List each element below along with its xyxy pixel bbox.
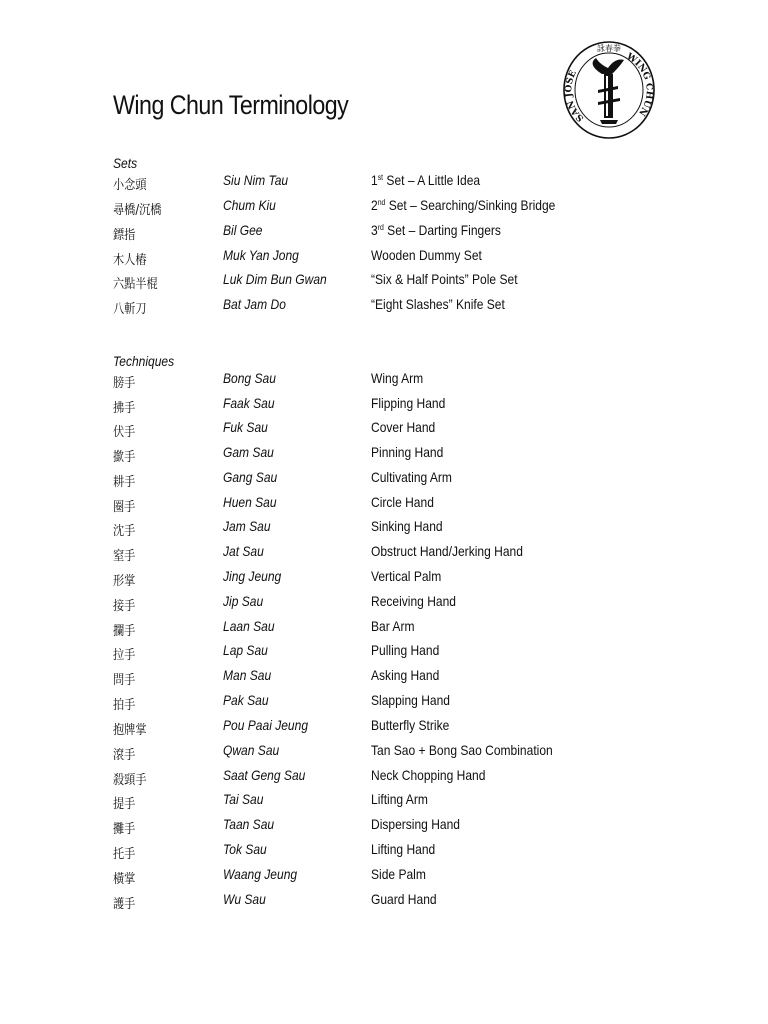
technique-english: Vertical Palm [371, 568, 442, 584]
technique-romanization: Gam Sau [223, 444, 274, 460]
technique-row [0, 370, 768, 394]
technique-row [0, 518, 768, 542]
technique-english: Dispersing Hand [371, 816, 461, 832]
technique-row [0, 692, 768, 716]
set-row [0, 222, 768, 246]
technique-chinese: 撳手 [113, 450, 136, 465]
technique-row [0, 891, 768, 915]
technique-romanization: Taan Sau [223, 816, 275, 832]
technique-chinese: 攔手 [113, 624, 136, 639]
set-row [0, 271, 768, 295]
set-english: 1st Set – A Little Idea [371, 172, 481, 188]
technique-english: Tan Sao + Bong Sao Combination [371, 742, 553, 758]
technique-row [0, 395, 768, 419]
technique-english: Lifting Hand [371, 841, 436, 857]
technique-chinese: 托手 [113, 847, 136, 862]
set-romanization: Muk Yan Jong [223, 247, 299, 263]
technique-english: Wing Arm [371, 370, 424, 386]
set-english: “Eight Slashes” Knife Set [371, 296, 505, 312]
technique-romanization: Jip Sau [223, 593, 264, 609]
technique-romanization: Waang Jeung [223, 866, 298, 882]
technique-romanization: Pak Sau [223, 692, 269, 708]
technique-english: Slapping Hand [371, 692, 450, 708]
set-romanization: Luk Dim Bun Gwan [223, 271, 327, 287]
technique-row [0, 543, 768, 567]
technique-chinese: 圈手 [113, 500, 136, 515]
technique-romanization: Man Sau [223, 667, 272, 683]
technique-chinese: 拉手 [113, 648, 136, 663]
technique-romanization: Jam Sau [223, 518, 271, 534]
technique-chinese: 護手 [113, 897, 136, 912]
set-english: Wooden Dummy Set [371, 247, 482, 263]
technique-chinese: 膀手 [113, 376, 136, 391]
technique-romanization: Jat Sau [223, 543, 264, 559]
technique-row [0, 444, 768, 468]
technique-row [0, 791, 768, 815]
technique-row [0, 469, 768, 493]
technique-english: Flipping Hand [371, 395, 446, 411]
technique-chinese: 伏手 [113, 425, 136, 440]
set-english: “Six & Half Points” Pole Set [371, 271, 518, 287]
technique-row [0, 667, 768, 691]
technique-romanization: Pou Paai Jeung [223, 717, 309, 733]
technique-english: Asking Hand [371, 667, 440, 683]
technique-english: Side Palm [371, 866, 426, 882]
technique-row [0, 841, 768, 865]
technique-english: Pinning Hand [371, 444, 444, 460]
technique-chinese: 拍手 [113, 698, 136, 713]
technique-english: Cultivating Arm [371, 469, 452, 485]
technique-row [0, 618, 768, 642]
technique-english: Pulling Hand [371, 642, 440, 658]
technique-row [0, 419, 768, 443]
technique-chinese: 抱牌掌 [113, 723, 147, 738]
technique-english: Bar Arm [371, 618, 415, 634]
set-chinese: 尋橋/沉橋 [113, 203, 162, 218]
technique-chinese: 拂手 [113, 401, 136, 416]
technique-romanization: Huen Sau [223, 494, 277, 510]
set-chinese: 木人樁 [113, 253, 147, 268]
set-romanization: Bil Gee [223, 222, 263, 238]
technique-chinese: 殺頸手 [113, 773, 147, 788]
technique-romanization: Fuk Sau [223, 419, 268, 435]
technique-row [0, 816, 768, 840]
set-row [0, 296, 768, 320]
logo-chinese-text: 詠春拳 [597, 44, 621, 53]
technique-romanization: Faak Sau [223, 395, 275, 411]
technique-romanization: Jing Jeung [223, 568, 282, 584]
set-chinese: 八斬刀 [113, 302, 147, 317]
technique-english: Circle Hand [371, 494, 434, 510]
technique-english: Cover Hand [371, 419, 436, 435]
technique-romanization: Tai Sau [223, 791, 264, 807]
technique-english: Obstruct Hand/Jerking Hand [371, 543, 523, 559]
technique-english: Sinking Hand [371, 518, 443, 534]
technique-row [0, 742, 768, 766]
technique-english: Butterfly Strike [371, 717, 450, 733]
technique-row [0, 717, 768, 741]
svg-text:WING CHUN: WING CHUN [624, 51, 654, 118]
page-title: Wing Chun Terminology [113, 90, 349, 120]
set-romanization: Chum Kiu [223, 197, 276, 213]
technique-romanization: Gang Sau [223, 469, 278, 485]
set-romanization: Siu Nim Tau [223, 172, 289, 188]
set-english: 2nd Set – Searching/Sinking Bridge [371, 197, 556, 213]
set-row [0, 197, 768, 221]
technique-english: Neck Chopping Hand [371, 767, 486, 783]
technique-romanization: Laan Sau [223, 618, 275, 634]
technique-chinese: 滾手 [113, 748, 136, 763]
school-logo-icon [562, 40, 656, 140]
set-chinese: 六點半棍 [113, 277, 158, 292]
svg-text:SAN JOSE: SAN JOSE [564, 69, 587, 124]
technique-chinese: 接手 [113, 599, 136, 614]
technique-chinese: 形掌 [113, 574, 136, 589]
technique-english: Guard Hand [371, 891, 437, 907]
sets-section-label: Sets [113, 155, 138, 171]
technique-row [0, 568, 768, 592]
technique-chinese: 提手 [113, 797, 136, 812]
technique-romanization: Bong Sau [223, 370, 276, 386]
technique-row [0, 642, 768, 666]
technique-row [0, 767, 768, 791]
technique-romanization: Lap Sau [223, 642, 268, 658]
set-row [0, 172, 768, 196]
technique-romanization: Wu Sau [223, 891, 266, 907]
technique-row [0, 593, 768, 617]
technique-chinese: 攤手 [113, 822, 136, 837]
technique-chinese: 耕手 [113, 475, 136, 490]
set-chinese: 鏢指 [113, 228, 136, 243]
technique-chinese: 窒手 [113, 549, 136, 564]
set-romanization: Bat Jam Do [223, 296, 286, 312]
technique-row [0, 866, 768, 890]
technique-english: Receiving Hand [371, 593, 457, 609]
technique-romanization: Tok Sau [223, 841, 267, 857]
techniques-section-label: Techniques [113, 353, 175, 369]
technique-row [0, 494, 768, 518]
technique-romanization: Qwan Sau [223, 742, 280, 758]
technique-english: Lifting Arm [371, 791, 428, 807]
technique-romanization: Saat Geng Sau [223, 767, 306, 783]
technique-chinese: 沈手 [113, 524, 136, 539]
technique-chinese: 橫掌 [113, 872, 136, 887]
set-english: 3rd Set – Darting Fingers [371, 222, 501, 238]
technique-chinese: 問手 [113, 673, 136, 688]
set-chinese: 小念頭 [113, 178, 147, 193]
set-row [0, 247, 768, 271]
